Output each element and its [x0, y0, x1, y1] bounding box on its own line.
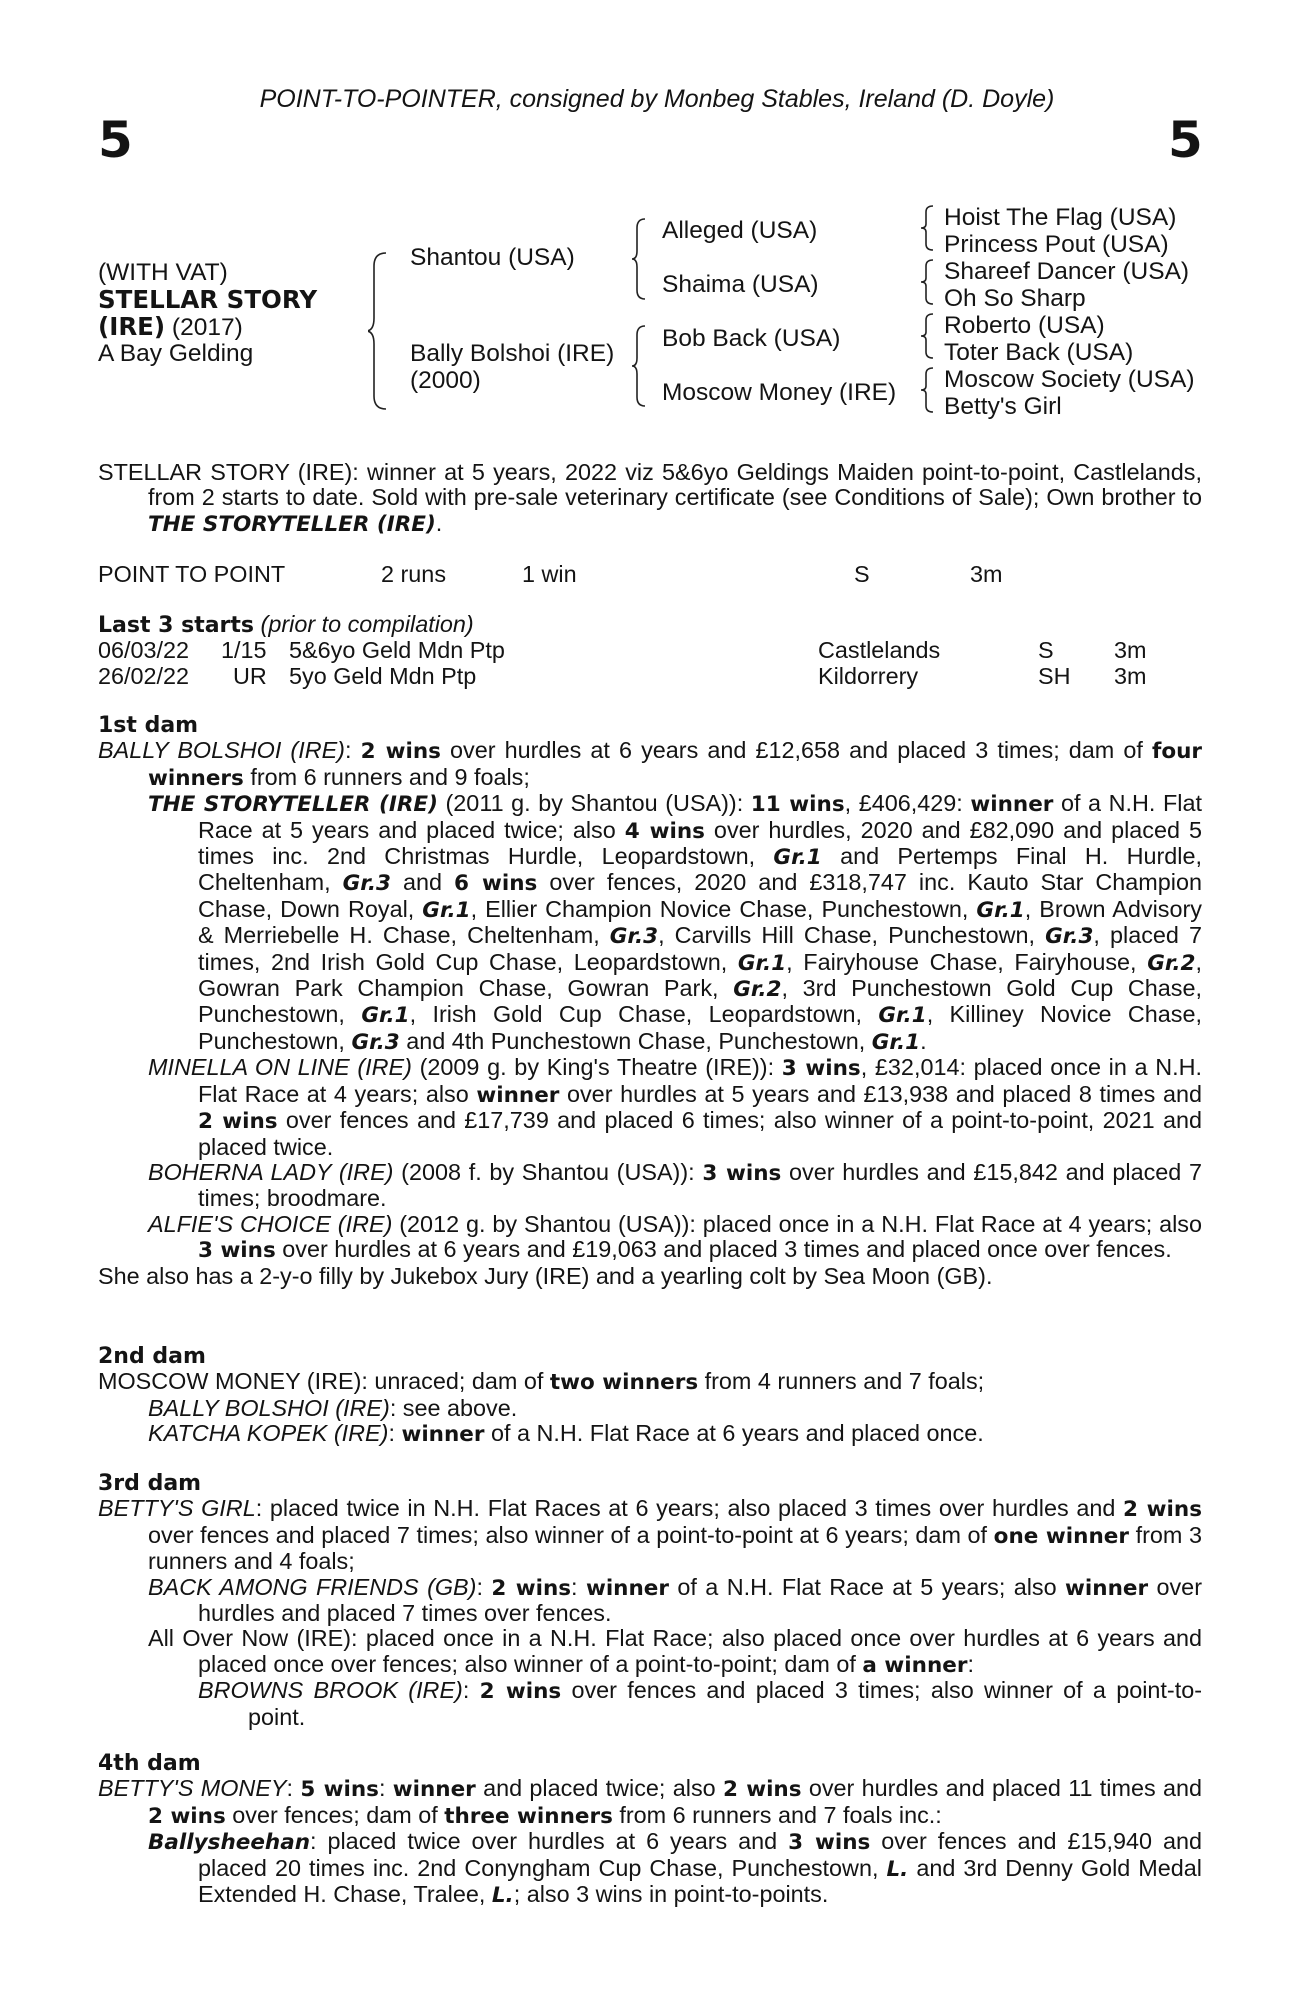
ggp-name: Shareef Dancer (USA): [944, 258, 1190, 285]
ggp-name: Roberto (USA): [944, 312, 1105, 339]
summary-paragraph: STELLAR STORY (IRE): winner at 5 years, 2022 viz 5&6yo Geldings Maiden point-to-point, Castlelands, from 2 starts to date. Sold with pre-sale veterinary certificate (see Conditions of Sale); Own brother to THE STORYTELLER (IRE).: [98, 459, 1202, 537]
section-heading: 3rd dam: [98, 1471, 202, 1496]
produce-storyteller: THE STORYTELLER (IRE) (2011 g. by Shantou (USA)): 11 wins, £406,429: winner of a N.H. Flat Race at 5 years and placed twice; also 4 wins over hurdles, 2020 and £82,090 and placed 5 times inc. 2nd Christmas Hurdle, Leopardstown, Gr.1 and Pertemps Final H. Hurdle, Cheltenham, Gr.3 and 6 wins over fences, 2020 and £318,747 inc. Kauto Star Champion Chase, Down Royal, Gr.1, Ellier Champion Novice Chase, Punchestown, Gr.1, Brown Advisory & Merriebelle H. Chase, Cheltenham, Gr.3, Carvills Hill Chase, Punchestown, Gr.3, placed 7 times, 2nd Irish Gold Cup Chase, Leopardstown, Gr.1, Fairyhouse Chase, Fairyhouse, Gr.2, Gowran Park Champion Chase, Gowran Park, Gr.2, 3rd Punchestown Gold Cup Chase, Punchestown, Gr.1, Irish Gold Cup Chase, Leopardstown, Gr.1, Killiney Novice Chase, Punchestown, Gr.3 and 4th Punchestown Chase, Punchestown, Gr.1.: [148, 790, 1203, 1055]
lot-number-right: 5: [1168, 111, 1203, 169]
horse-origin-year: (IRE) (2017): [98, 312, 243, 341]
ggp-name: Moscow Society (USA): [944, 366, 1195, 393]
fourth-dam-section: 4th dam BETTY'S MONEY: 5 wins: winner and placed twice; also 2 wins over hurdles and placed 11 times and 2 wins over fences; dam of three winners from 6 runners and 7 foals inc.: Ballysheehan: placed twice over hurdles at 6 years and 3 wins over fences and £15,940 and placed 20 times inc. 2nd Conyngham Cup Chase, Punchestown, L. and 3rd Denny Gold Medal Extended H. Chase, Tralee, L.; also 3 wins in point-to-points.: [98, 1751, 1203, 1909]
ggp-name: Oh So Sharp: [944, 285, 1086, 312]
section-heading: 1st dam: [98, 713, 199, 738]
sire-sire: Alleged (USA): [662, 217, 818, 244]
third-dam-section: 3rd dam BETTY'S GIRL: placed twice in N.H. Flat Races at 6 years; also placed 3 times over hurdles and 2 wins over fences and placed 7 times; also winner of a point-to-point at 6 years; dam of one winner from 3 runners and 4 foals; BACK AMONG FRIENDS (GB): 2 wins: winner of a N.H. Flat Race at 5 years; also winner over hurdles and placed 7 times over fences. All Over Now (IRE): placed once in a N.H. Flat Race; also placed once over hurdles at 6 years and placed once over fences; also winner of a point-to-point; dam of a winner: BROWNS BROOK (IRE): 2 wins over fences and placed 3 times; also winner of a point-to-point.: [98, 1471, 1203, 1730]
brace-dam-parents: [632, 325, 646, 407]
ptp-label: POINT TO POINT: [98, 561, 286, 587]
last-starts-heading: Last 3 starts: [98, 613, 255, 638]
vat-note: (WITH VAT): [98, 259, 228, 286]
ptp-record: [98, 562, 1202, 587]
ptp-wins: 1 win: [522, 561, 577, 587]
lot-number-left: 5: [98, 111, 133, 169]
brace-ggp-1: [920, 205, 934, 251]
dam-year: (2000): [410, 367, 481, 394]
brace-ggp-3: [920, 313, 934, 359]
ptp-runs: 2 runs: [381, 561, 447, 587]
produce-alfie: ALFIE'S CHOICE (IRE) (2012 g. by Shantou (USA)): placed once in a N.H. Flat Race at 4 years; also 3 wins over hurdles at 6 years and £19,063 and placed 3 times and placed once over fences.: [148, 1210, 1202, 1264]
ggp-name: Hoist The Flag (USA): [944, 204, 1177, 231]
sire: Shantou (USA): [410, 244, 575, 271]
ggp-name: Princess Pout (USA): [944, 231, 1169, 258]
ptp-going: S: [854, 561, 870, 587]
produce-minella: MINELLA ON LINE (IRE) (2009 g. by King's Theatre (IRE)): 3 wins, £32,014: placed once in a N.H. Flat Race at 4 years; also winner over hurdles at 5 years and £13,938 and placed 8 times and 2 wins over fences and £17,739 and placed 6 times; also winner of a point-to-point, 2021 and placed twice.: [148, 1054, 1203, 1160]
table-row: 06/03/22 1/15 5&6yo Geld Mdn Ptp Castlelands S 3m: [98, 637, 1147, 664]
horse-name: STELLAR STORY: [98, 285, 318, 314]
first-dam-section: [98, 713, 1202, 1289]
brace-ggp-2: [920, 259, 934, 305]
horse-description: A Bay Gelding: [98, 340, 254, 367]
ptp-distance: 3m: [970, 561, 1003, 587]
brace-sire-dam: [368, 252, 388, 410]
dam-dam: Moscow Money (IRE): [662, 379, 897, 406]
table-row: 26/02/22 UR 5yo Geld Mdn Ptp Kildorrery SH 3m: [98, 662, 1147, 689]
section-heading: 4th dam: [98, 1751, 201, 1776]
brace-sire-parents: [632, 218, 646, 300]
also-note: She also has a 2-y-o filly by Jukebox Jury (IRE) and a yearling colt by Sea Moon (GB).: [98, 1262, 993, 1289]
brace-ggp-4: [920, 367, 934, 413]
second-dam-section: 2nd dam MOSCOW MONEY (IRE): unraced; dam of two winners from 4 runners and 7 foals; BALLY BOLSHOI (IRE): see above. KATCHA KOPEK (IRE): winner of a N.H. Flat Race at 6 years and placed once.: [98, 1344, 1202, 1448]
last-starts: Last 3 starts (prior to compilation) 06/03/22 1/15 5&6yo Geld Mdn Ptp Castlelands S 3m 26/02/22 UR 5yo Geld Mdn Ptp Kildorrery SH 3m: [98, 612, 1202, 689]
dam-sire: Bob Back (USA): [662, 325, 841, 352]
dam: Bally Bolshoi (IRE): [410, 340, 615, 367]
produce-boherna: BOHERNA LADY (IRE) (2008 f. by Shantou (USA)): 3 wins over hurdles and £15,842 and placed 7 times; broodmare.: [148, 1158, 1203, 1212]
ggp-name: Toter Back (USA): [944, 339, 1134, 366]
ggp-name: Betty's Girl: [944, 393, 1062, 420]
section-heading: 2nd dam: [98, 1344, 206, 1369]
sire-dam: Shaima (USA): [662, 271, 819, 298]
first-dam-intro: BALLY BOLSHOI (IRE): 2 wins over hurdles at 6 years and £12,658 and placed 3 times; dam of four winners from 6 runners and 9 foals;: [98, 737, 1203, 791]
consignor-header: POINT-TO-POINTER, consigned by Monbeg Stables, Ireland (D. Doyle): [259, 85, 1055, 113]
